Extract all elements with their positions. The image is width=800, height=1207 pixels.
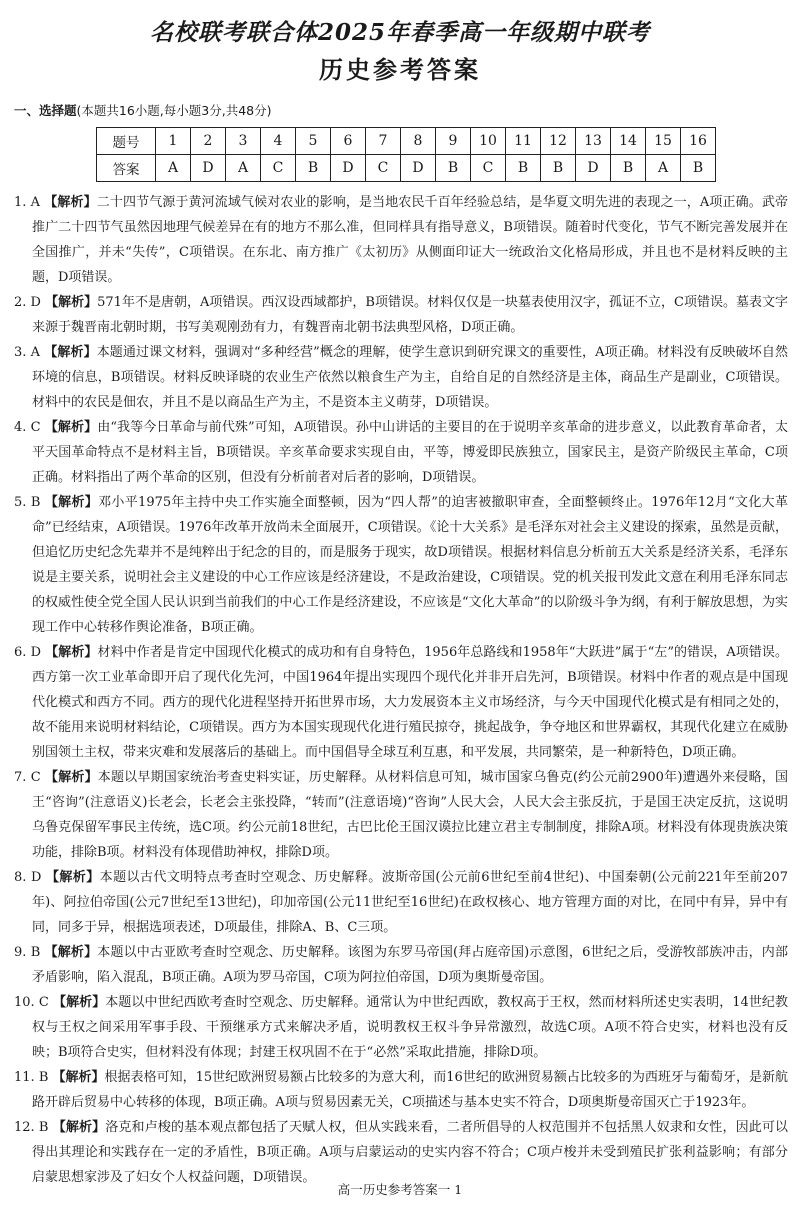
item-number-answer: 1. A [14,195,41,210]
section-note: (本题共16小题,每小题3分,共48分) [76,103,272,118]
analysis-text: 571年不是唐朝，A项错误。西汉设西域都护，B项错误。材料仅仅是一块墓表使用汉字，孤证不立，C项错误。墓表文字来源于魏晋南北朝时期，书写美观刚劲有力，有魏晋南北朝书法典型风格，D项正确。 [32,295,788,335]
analysis-text: 由“我等今日革命与前代殊”可知，A项错误。孙中山讲话的主要目的在于说明辛亥革命的进步意义，以此教育革命者，太平天国革命特点不是材料主旨，B项错误。辛亥革命要求实现自由，平等，博爱即民族独立，国家民主，是资产阶级民主革命，C项正确。材料指出了两个革命的区别，但没有分析前者对后者的影响，D项错误。 [32,420,788,485]
question-number-cell: 10 [471,128,506,155]
answer-cell: A [156,155,191,182]
item-number-answer: 2. D [14,295,41,310]
explanation-item [14,640,788,765]
item-number-answer: 9. B [14,945,41,960]
answer-cell: C [471,155,506,182]
analysis-text: 邓小平1975年主持中央工作实施全面整顿，因为“四人帮”的迫害被撤职审查，全面整顿终止。1976年12月“文化大革命”已经结束，A项错误。1976年改革开放尚未全面展开，C项错误。《论十大关系》是毛泽东对社会主义建设的探索，虽然是贡献，但追忆历史纪念先辈并不是纯粹出于纪念的目的，而是服务于现实，故D项错误。根据材料信息分析前五大关系是经济关系，毛泽东说是主要关系，说明社会主义建设的中心工作应该是经济建设，不是政治建设，C项错误。党的机关报刊发此文意在利用毛泽东同志的权威性使全党全国人民认识到当前我们的中心工作是经济建设，不应该是“文化大革命”的以阶级斗争为纲，有利于解放思想，为实现工作中心转移作舆论准备，B项正确。 [32,495,788,635]
item-number-answer: 12. B [14,1120,49,1135]
answer-cell: A [646,155,681,182]
question-number-cell: 14 [611,128,646,155]
explanation-list [14,190,788,1190]
analysis-text: 本题通过课文材料，强调对“多种经营”概念的理解，使学生意识到研究课文的重要性，A项正确。材料没有反映破坏自然环境的信息，B项错误。材料反映译晓的农业生产依然以粮食生产为主，自给自足的自然经济是主体，商品生产是副业，C项错误。材料中的农民是佃农，并且不是以商品生产为主，不是资本主义萌芽，D项错误。 [32,345,788,410]
explanation-item [14,865,788,940]
analysis-text: 材料中作者是肯定中国现代化模式的成功和有自身特色，1956年总路线和1958年“大跃进”属于“左”的错误，A项错误。西方第一次工业革命即开启了现代化先河，中国1964年提出实现四个现代化并非开启先河，B项错误。材料中作者的观点是中国现代化模式和西方不同。西方的现代化进程坚持开拓世界市场，大力发展资本主义市场经济，与今天中国现代化模式是有相同之处的，故不能用来说明材料结论，C项错误。西方为本国实现现代化进行殖民掠夺，挑起战争，争夺地区和世界霸权，其现代化建立在威胁别国领土主权，带来灾难和发展落后的基础上。而中国倡导全球互利互惠，和平发展，共同繁荣，是一种新特色，D项正确。 [32,645,788,760]
page-footer: 高一历史参考答案一 1 [337,1182,463,1197]
question-number-cell: 9 [436,128,471,155]
question-number-cell: 7 [366,128,401,155]
analysis-tag: 【解析】 [45,645,98,660]
analysis-tag: 【解析】 [44,945,98,960]
analysis-tag: 【解析】 [45,770,98,785]
item-number-answer: 8. D [14,870,42,885]
answer-table [96,127,716,182]
analysis-text: 本题以早期国家统治考查史料实证，历史解释。从材料信息可知，城市国家乌鲁克(约公元前2900年)遭遇外来侵略，国王“咨询”(注意语义)长老会，长老会主张投降，“转而”(注意语境)“咨询”人民大会，人民大会主张反抗，于是国王决定反抗，这说明乌鲁克保留军事民主传统，选C项。约公元前18世纪，古巴比伦王国汉谟拉比建立君主专制制度，排除A项。材料没有体现贵族决策功能，排除B项。材料没有体现借助神权，排除D项。 [32,770,788,860]
analysis-text: 根据表格可知，15世纪欧洲贸易额占比较多的为意大利，而16世纪的欧洲贸易额占比较多的为西班牙与葡萄牙，是新航路开辟后贸易中心转移的体现，B项正确。A项与贸易因素无关，C项描述与基本史实不符合，D项奥斯曼帝国灭亡于1923年。 [32,1070,788,1110]
explanation-item [14,765,788,865]
analysis-text: 二十四节气源于黄河流域气候对农业的影响，是当地农民千百年经验总结，是华夏文明先进的表现之一，A项正确。武帝推广二十四节气虽然因地理气候差异在有的地方不那么准，但同样具有指导意义，B项错误。随着时代变化，节气不断完善发展并在全国推广，并未“失传”，C项错误。在东北、南方推广《太初历》从侧面印证大一统政治文化格局形成，并且也不是材料反映的主题，D项错误。 [32,195,788,285]
answer-cell: B [506,155,541,182]
analysis-tag: 【解析】 [45,870,100,885]
question-number-cell: 2 [191,128,226,155]
analysis-tag: 【解析】 [52,1120,106,1135]
answer-cell: C [366,155,401,182]
row-label-question: 题号 [97,128,156,155]
question-number-cell: 6 [331,128,366,155]
analysis-text: 本题以中古亚欧考查时空观念、历史解释。该图为东罗马帝国(拜占庭帝国)示意图，6世纪之后，受游牧部族冲击，内部矛盾影响，陷入混乱，B项正确。A项为罗马帝国，C项为阿拉伯帝国，D项为奥斯曼帝国。 [32,945,788,985]
item-number-answer: 6. D [14,645,42,660]
analysis-text: 本题以古代文明特点考查时空观念、历史解释。波斯帝国(公元前6世纪至前4世纪)、中国秦朝(公元前221年至前207年)、阿拉伯帝国(公元7世纪至13世纪)，印加帝国(公元11世纪至16世纪)在政权核心、地方管理方面的对比，在同中有异，异中有同，同多于异，根据选项表述，D项最佳，排除A、B、C三项。 [32,870,788,935]
question-number-cell: 5 [296,128,331,155]
question-number-row [97,128,716,155]
analysis-text: 本题以中世纪西欧考查时空观念、历史解释。通常认为中世纪西欧，教权高于王权，然而材料所述史实表明，14世纪教权与王权之间采用军事手段、干预继承方式来解决矛盾，说明教权王权斗争异常激烈，故选C项。A项不符合史实，材料也没有反映；B项符合史实，但材料没有体现；封建王权巩固不在于“必然”采取此措施，排除D项。 [32,995,788,1060]
item-number-answer: 3. A [14,345,41,360]
item-number-answer: 4. C [14,420,41,435]
answer-cell: D [191,155,226,182]
answer-row [97,155,716,182]
answer-cell: B [296,155,331,182]
explanation-item [14,990,788,1065]
answer-cell: B [681,155,716,182]
analysis-tag: 【解析】 [45,295,98,310]
document-subtitle: 历史参考答案 [319,56,481,84]
answer-cell: B [611,155,646,182]
analysis-tag: 【解析】 [44,420,98,435]
question-number-cell: 3 [226,128,261,155]
question-number-cell: 13 [576,128,611,155]
item-number-answer: 10. C [14,995,49,1010]
answer-cell: B [541,155,576,182]
row-label-answer: 答案 [97,155,156,182]
question-number-cell: 4 [261,128,296,155]
question-number-cell: 11 [506,128,541,155]
item-number-answer: 11. B [14,1070,49,1085]
explanation-item [14,1115,788,1190]
analysis-tag: 【解析】 [53,995,106,1010]
explanation-item [14,340,788,415]
explanation-item [14,1065,788,1115]
answer-cell: D [576,155,611,182]
answer-cell: A [226,155,261,182]
explanation-item [14,940,788,990]
answer-cell: D [331,155,366,182]
section-heading [14,101,271,119]
explanation-item [14,190,788,290]
answer-cell: B [436,155,471,182]
analysis-text: 洛克和卢梭的基本观点都包括了天赋人权，但从实践来看，二者所倡导的人权范围并不包括黑人奴隶和女性，因此可以得出其理论和实践存在一定的矛盾性，B项正确。A项与启蒙运动的史实内容不符合；C项卢梭并未受到殖民扩张利益影响；有部分启蒙思想家涉及了妇女个人权益问题，D项错误。 [32,1120,788,1185]
question-number-cell: 12 [541,128,576,155]
analysis-tag: 【解析】 [52,1070,105,1085]
analysis-tag: 【解析】 [44,495,99,510]
question-number-cell: 15 [646,128,681,155]
explanation-item [14,290,788,340]
item-number-answer: 7. C [14,770,41,785]
question-number-cell: 8 [401,128,436,155]
item-number-answer: 5. B [14,495,41,510]
answer-cell: C [261,155,296,182]
analysis-tag: 【解析】 [44,345,97,360]
explanation-item [14,415,788,490]
answer-cell: D [401,155,436,182]
analysis-tag: 【解析】 [44,195,97,210]
question-number-cell: 1 [156,128,191,155]
exam-title: 名校联考联合体2025年春季高一年级期中联考 [149,19,650,46]
section-title: 一、选择题 [14,103,77,118]
explanation-item [14,490,788,640]
question-number-cell: 16 [681,128,716,155]
